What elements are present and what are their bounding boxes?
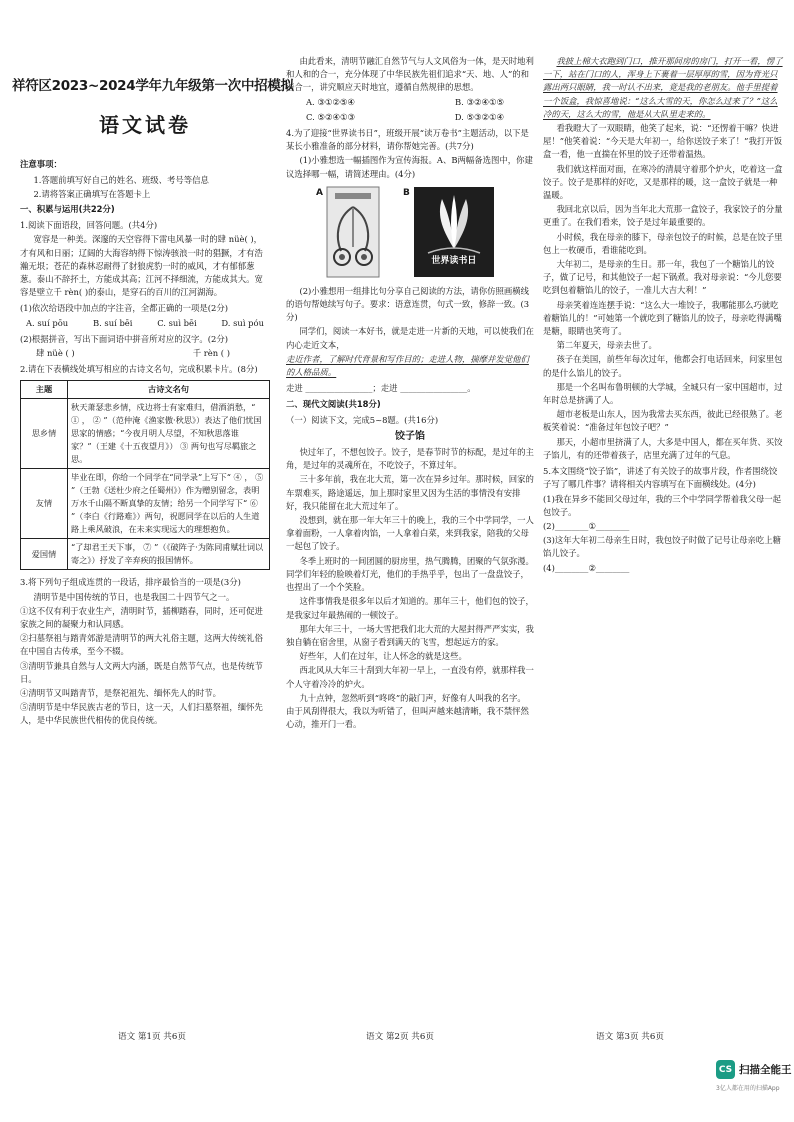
question-4-1: (1)小雅想选一幅插图作为宣传海报。A、B两幅备选图中，你建议选择哪一幅，请简述理由。(4分) (286, 155, 533, 179)
poster-images (316, 187, 534, 277)
poster-b-caption: 世界读书日 (431, 255, 477, 266)
poster-a (316, 187, 379, 277)
story-paragraph: 那年大年三十，一场大雪把我们北大荒的大屋封得严严实实，我独自躺在宿舍里，从窗子看到满天的飞雪，想起远方的家。 (286, 623, 534, 647)
poetry-card-table (20, 380, 270, 570)
section-1-heading: 一、积累与运用(共22分) (20, 204, 115, 215)
option-b: B. suí bēi (92, 317, 133, 328)
table-header: 古诗文名句 (68, 381, 270, 399)
row-text: 秋天萧瑟悲乡情，戍边将士有家难归，借酒消愁，“ ① ， ② ”（范仲淹《渔家傲·秋思》）表达了他们忧国思家的情感；“今夜月明人尽望，不知秋思落谁家？”（王建《十五夜望月》） ③ 两句也写尽羁旅之思。 (68, 399, 270, 469)
option-c: C. ⑤②④①③ (306, 111, 355, 122)
question-1-2: (2)根据拼音，写出下面词语中拼音所对应的汉字。(2分) (20, 333, 228, 344)
poster-a-image (327, 187, 379, 277)
story-paragraph: 西北风从大年三十刮到大年初一早上，一直没有停，就那样我一个人守着冷冷的炉火。 (286, 665, 534, 689)
story-paragraph: 小时候，我在母亲的膝下，母亲包饺子的时候，总是在饺子里包上一枚硬币，看谁能吃到。 (543, 231, 783, 255)
story-paragraph: 这件事情我是很多年以后才知道的。那年三十，他们包的饺子，是我家过年最热闹的一顿饺子。 (286, 596, 534, 620)
sentence-item: ⑤清明节是中华民族古老的节日，这一天，人们扫墓祭祖，缅怀先人，是中华民族世代相传的优良传统。 (20, 702, 263, 726)
question-5: 5.本文围绕“饺子馅”，讲述了有关饺子的故事片段，作者围绕饺子写了哪几件事？请将相关内容填写在下面横线处。(4分) (543, 466, 778, 490)
story-paragraph: 看我瞪大了一双眼睛，他笑了起来，说：“还愣着干嘛？快进屋！”他笑着说：“今天是大年初一，给你送饺子来了！”我打开饭盒一看，他一直揣在怀里的饺子还带着温热。 (543, 123, 782, 160)
question-2: 2.请在下表横线处填写相应的古诗文名句，完成积累卡片。(8分) (20, 364, 258, 375)
story-paragraph: 孩子在美国，前些年每次过年，他都会打电话回来，问家里包的是什么馅儿的饺子。 (543, 354, 783, 378)
story-paragraph: 冬季上班时的一间团圆的厨房里，热气腾腾，团聚的气氛弥漫。同学们年轻的脸映着灯光，他们的手热乎乎，包出了一盘盘饺子，也捏出了一个个笑脸。 (286, 555, 534, 593)
story-paragraph: 九十点钟，忽然听到“咚咚”的敲门声，好像有人叫我的名字。由于风刮得很大，我以为听错了，但叫声越来越清晰，我不禁怦然心动，推开门一看。 (286, 692, 529, 730)
option-a: A. suí pōu (26, 317, 69, 328)
note-item: 1.答题前填写好自己的姓名、班级、考号等信息 (33, 174, 209, 185)
section-2-heading: 二、现代文阅读(共18分) (286, 399, 381, 410)
option-d: D. ⑤③②①④ (454, 111, 504, 122)
page-footer: 语文 第2页 共6页 (366, 1032, 434, 1042)
story-paragraph: 超市老板是山东人，因为我常去买东西，彼此已经很熟了。老板笑着说：“准备过年包饺子吧？” (543, 409, 783, 433)
question-5-item: (3)这年大年初二母亲生日时，我包饺子时做了记号让母亲吃上糖馅儿饺子。 (543, 535, 781, 559)
question-1-2-items (20, 347, 270, 360)
story-paragraph: 大年初二，是母亲的生日。那一年，我包了一个糖馅儿的饺子，做了记号，和其他饺子一起下锅煮。我对母亲说：“今儿您要吃到包着糖馅儿的饺子，一准儿大吉大利！” (543, 259, 782, 296)
page-footer: 语文 第3页 共6页 (596, 1032, 664, 1042)
sentence-item: ③清明节兼具自然与人文两大内涵，既是自然节气点，也是传统节日。 (20, 660, 263, 684)
option-d: D. suì póu (221, 317, 264, 328)
table-row (21, 399, 270, 469)
story-paragraph: 我们就这样面对面，在寒冷的清晨守着那个炉火，吃着这一盒饺子。饺子是那样的好吃，又是那样的暖，这一盒饺子就是一种温暖。 (543, 163, 783, 201)
story-paragraph: 三十多年前，我在北大荒，第一次在异乡过年。那时候，回家的车票难买，路途遥远，加上那时家里又因为生活的事情没有安排好，我只能留在北大荒过年了。 (286, 474, 534, 511)
sentence-item: ②扫墓祭祖与踏青郊游是清明节的两大礼俗主题，这两大传统礼俗在中国自古传承，至今不辍。 (20, 633, 263, 657)
table-row (21, 469, 270, 539)
option-a: A. ③①②⑤④ (306, 96, 355, 107)
row-text: “了却君王天下事， ⑦ ”（《破阵子·为陈同甫赋壮词以寄之》）抒发了辛弃疾的报国情怀。 (68, 539, 270, 570)
page-1-column (12, 78, 294, 1015)
question-1: 1.阅读下面语段，回答问题。(共4分) (20, 220, 158, 231)
sentence-item: ①这不仅有利于农业生产，清明时节，插柳踏春，同时，还可促进家族之间的凝聚力和认同感。 (20, 605, 263, 630)
poster-b-label: B (402, 187, 410, 198)
story-paragraph: 没想到，就在那一年大年三十的晚上，我的三个中学同学，一人拿着面粉，一人拿着肉馅，一人拿着白菜，来到我家，陪我的父母一起包了饺子。 (286, 515, 534, 552)
question-1-1-options (20, 317, 270, 330)
option-c: C. suì bēi (157, 317, 197, 328)
camscanner-tagline: 3亿人都在用的扫描App (716, 1085, 780, 1092)
pinyin-item: 千 rèn ( ) (192, 348, 230, 359)
note-item: 2.请将答案正确填写在答题卡上 (33, 188, 151, 199)
story-paragraph: 母亲笑着连连摆手说：“这么大一堆饺子，我哪能那么巧就吃着糖馅儿的！”可她第一个就吃到了糖馅儿的饺子，母亲吃得满嘴是糖，眼睛也笑弯了。 (543, 299, 782, 337)
question-1-passage: 宽容是一种美。深邃的天空容得下雷电风暴一时的肆 nüè( )，才有风和日丽；辽阔的大海容纳得下惊涛骇浪一时的猖獗，才有浩瀚无垠；苍茫的森林忍耐得了豺狼虎豹一时的威风，才有郁郁葱葱。泰山不辞抔土，方能成其高；江河不择细流，方能成其大。宽容是壁立千 rèn( )的泰山，是穿石的百川的江河湖海。 (20, 234, 263, 298)
story-paragraph: 好些年，人们在过年，让人怀念的就是这些。 (299, 651, 467, 662)
pinyin-item: 肆 nüè ( ) (36, 348, 75, 359)
question-5-item: (2)________①________ (543, 520, 630, 531)
question-5-item: (4)________②________ (543, 562, 630, 573)
story-paragraph: 那是一个名叫布鲁明顿的大学城，全城只有一家中国超市，过年时总是挤满了人。 (543, 381, 783, 406)
question-5-item: (1)我在异乡不能回父母过年，我的三个中学同学帮着我父母一起包饺子。 (543, 493, 781, 517)
question-3: 3.将下列句子组成连贯的一段话，排序最恰当的一项是(3分) (20, 577, 241, 588)
page-3-column (543, 55, 783, 1020)
row-theme: 友情 (21, 469, 68, 539)
question-3-lead: 清明节是中国传统的节日，也是我国二十四节气之一。 (33, 591, 235, 602)
story-paragraph: 快过年了，不想包饺子。饺子，是春节时节的标配，是过年的主角，是过年的灵魂所在，不吃饺子，不算过年。 (286, 447, 534, 471)
story-paragraph: 第二年夏天，母亲去世了。 (556, 340, 657, 351)
sentence-item: ④清明节又叫踏青节，是祭祀祖先、缅怀先人的时节。 (20, 688, 221, 699)
question-3-options-row1 (286, 96, 534, 109)
row-theme: 爱国情 (21, 539, 68, 570)
poster-b-image (414, 187, 494, 277)
table-header-row (21, 381, 270, 399)
question-3-options-row2 (286, 111, 534, 124)
story-title: 饺子馅 (395, 430, 425, 442)
exam-subtitle: 语文试卷 (99, 113, 191, 138)
row-theme: 思乡情 (21, 399, 68, 469)
table-row (21, 539, 270, 570)
row-text: 毕业在即，你给一个同学在“同学录”上写下“ ④ ， ⑤ ”（王勃《送杜少府之任蜀州》）作为赠别留念，表明万水千山隔不断真挚的友情；给另一个同学写下“ ⑥ ”（李白《行路难》）两句，祝愿同学在以后的人生道路上乘风破浪，在未来实现远大的理想抱负。 (68, 469, 270, 539)
option-b: B. ③②④①⑤ (454, 96, 504, 107)
question-4-2-text: 同学们，阅读一本好书，就是走进一片新的天地，可以使我们在内心走近文本， (286, 326, 534, 350)
question-1-1: (1)依次给语段中加点的字注音，全都正确的一项是(2分) (20, 303, 228, 314)
story-paragraph: 我披上棉大衣跑到门口，推开那间房的房门，打开一看，愣了一下，站在门口的人，浑身上下裹着一层厚厚的雪，因为背光只露出两只眼睛，我一时认不出来，竟是我的老朋友。他手里提着一个饭盒，我惊喜地说：“这么大雪的天，你怎么过来了？”这么冷的天，这么大的雪，他是从大队里走来的。 (543, 56, 783, 119)
table-header: 主题 (21, 381, 68, 399)
handwritten-answer: 走近作者，了解时代背景和写作目的；走进人物，揣摩并发觉他们的人格品质。 (286, 353, 529, 378)
camscanner-icon: CS (716, 1060, 735, 1079)
notes-title: 注意事项： (20, 159, 62, 170)
page-footer: 语文 第1页 共6页 (118, 1032, 186, 1042)
question-4: 4.为了迎接“世界读书日”，班级开展“读万卷书”主题活动，以下是某长小雅准备的部分材料，请你帮她完善。(共7分) (286, 128, 529, 152)
camscanner-name: 扫描全能王 (739, 1064, 792, 1076)
fill-in-line: 走进 ________________；走进 ________________。 (286, 383, 476, 394)
camscanner-logo (716, 1060, 792, 1079)
poster-a-label: A (316, 187, 323, 198)
reading-part-1: （一）阅读下文，完成5~8题。(共16分) (286, 414, 439, 425)
exam-title: 祥符区2023~2024学年九年级第一次中招模拟 (12, 78, 294, 94)
page-2-column (286, 55, 534, 1020)
question-3-passage-end: 由此看来，清明节融汇自然节气与人文风俗为一体，是天时地利和人和的合一，充分体现了中华民族先祖们追求“天、地、人”的和谐合一，讲究顺应天时地宜，遵循自然规律的思想。 (286, 56, 534, 93)
story-paragraph: 我回北京以后，因为当年北大荒那一盒饺子，我家饺子的分量更重了。在我们看来，饺子是过年最重要的。 (543, 204, 783, 228)
story-paragraph: 那天，小超市里挤满了人，大多是中国人，都在买年货、买饺子馅儿，有的还带着孩子，店里充满了过年的气息。 (543, 436, 783, 460)
poster-b (403, 187, 494, 277)
question-4-2: (2)小雅想用一组排比句分享自己阅读的方法，请你仿照画横线的语句帮她续写句子。要求：语意连贯，句式一致，修辞一致。(3分) (286, 285, 530, 323)
